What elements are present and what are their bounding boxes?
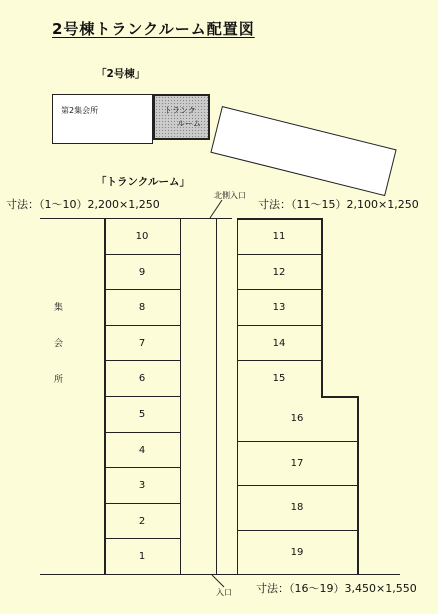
room-10: 10 <box>135 230 149 242</box>
dimension-bottom: 寸法：（16〜19）3,450×1,550 <box>256 582 417 595</box>
room-13: 13 <box>272 301 286 313</box>
page-title: 2号棟トランクルーム配置図 <box>52 20 255 38</box>
corridor-wall <box>216 218 217 574</box>
dimension-right: 寸法：（11〜15）2,100×1,250 <box>258 198 419 211</box>
side-hall-char-3: 所 <box>54 375 64 385</box>
entrance-label: 入口 <box>216 588 232 597</box>
room-4: 4 <box>138 444 146 456</box>
room-19: 19 <box>290 547 304 558</box>
room-18: 18 <box>290 502 304 513</box>
room-17: 17 <box>290 458 304 469</box>
room-16: 16 <box>290 413 304 424</box>
side-hall-char-1: 集 <box>54 303 64 313</box>
left-inner-wall <box>180 218 181 574</box>
room-3: 3 <box>138 479 146 491</box>
trunk-room-box <box>153 94 210 140</box>
room-2: 2 <box>138 515 146 527</box>
trunk-room-label-2: ルーム <box>177 119 201 128</box>
room-9: 9 <box>138 266 146 278</box>
north-entrance-label: 北側入口 <box>214 191 246 200</box>
meeting-hall-box <box>52 94 153 144</box>
room-11: 11 <box>272 230 286 242</box>
room-15: 15 <box>272 372 286 384</box>
room-14: 14 <box>272 337 286 349</box>
room-12: 12 <box>272 266 286 278</box>
room-8: 8 <box>138 301 146 313</box>
room-5: 5 <box>138 408 146 420</box>
dimension-left: 寸法：（1〜10）2,200×1,250 <box>6 198 160 211</box>
meeting-hall-label: 第2集会所 <box>61 106 99 115</box>
right-outer-wall <box>321 218 323 396</box>
side-hall-char-2: 会 <box>54 339 64 349</box>
trunk-room-label-1: トランク <box>164 106 196 115</box>
trunk-room-section-label: 「トランクルーム」 <box>96 176 190 188</box>
room-1: 1 <box>138 550 146 562</box>
wide-outer-wall <box>357 396 359 575</box>
building-section-label: 「2号棟」 <box>96 68 146 80</box>
building-wing <box>210 106 396 196</box>
room-6: 6 <box>138 372 146 384</box>
room-7: 7 <box>138 337 146 349</box>
